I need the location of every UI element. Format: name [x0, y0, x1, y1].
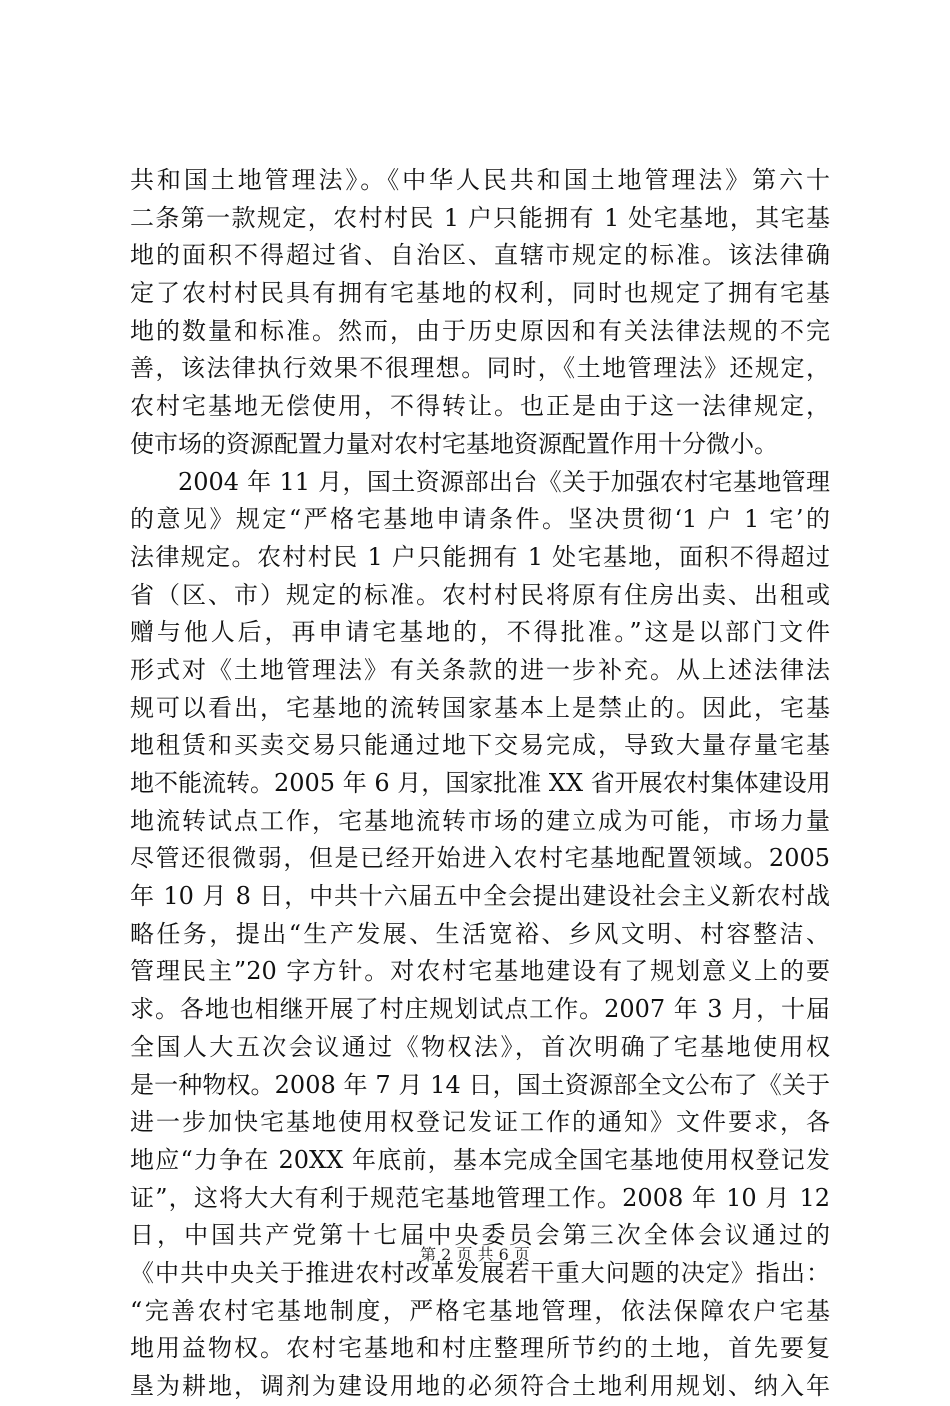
text-line: 《中共中央关于推进农村改革发展若干重大问题的决定》指出：: [130, 1258, 830, 1287]
text-line: 农村宅基地无偿使用，不得转让。也正是由于这一法律规定，: [130, 392, 830, 421]
text-line: 地的数量和标准。然而，由于历史原因和有关法律法规的不完: [130, 316, 830, 345]
text-line: 证”，这将大大有利于规范宅基地管理工作。2008 年 10 月 12: [130, 1183, 830, 1212]
text-line: 定了农村村民具有拥有宅基地的权利，同时也规定了拥有宅基: [130, 279, 830, 308]
text-line: 省（区、市）规定的标准。农村村民将原有住房出卖、出租或: [130, 580, 830, 609]
text-line: 赠与他人后，再申请宅基地的，不得批准。”这是以部门文件: [130, 618, 830, 647]
text-line: 地用益物权。农村宅基地和村庄整理所节约的土地，首先要复: [130, 1334, 830, 1363]
text-line: 共和国土地管理法》。《中华人民共和国土地管理法》第六十: [130, 166, 830, 194]
text-line: 形式对《土地管理法》有关条款的进一步补充。从上述法律法: [130, 655, 830, 684]
text-line: 年 10 月 8 日，中共十六届五中全会提出建设社会主义新农村战: [130, 882, 830, 911]
text-line: 地租赁和买卖交易只能通过地下交易完成，导致大量存量宅基: [130, 731, 830, 760]
text-line: 日，中国共产党第十七届中央委员会第三次全体会议通过的: [130, 1221, 830, 1250]
text-line: 是一种物权。2008 年 7 月 14 日，国土资源部全文公布了《关于: [130, 1070, 830, 1099]
text-line: 使市场的资源配置力量对农村宅基地资源配置作用十分微小。: [130, 429, 778, 458]
text-line: 善，该法律执行效果不很理想。同时，《土地管理法》还规定，: [130, 354, 830, 383]
text-line: 地的面积不得超过省、自治区、直辖市规定的标准。该法律确: [130, 241, 830, 270]
text-line: 规可以看出，宅基地的流转国家基本上是禁止的。因此，宅基: [130, 693, 830, 722]
document-body: [130, 162, 830, 1406]
text-line: 2004 年 11 月，国土资源部出台《关于加强农村宅基地管理: [178, 467, 830, 496]
text-line: 管理民主”20 字方针。对农村宅基地建设有了规划意义上的要: [130, 957, 830, 986]
text-line: 地应“力争在 20XX 年底前，基本完成全国宅基地使用权登记发: [130, 1145, 830, 1174]
text-line: 求。各地也相继开展了村庄规划试点工作。2007 年 3 月，十届: [130, 995, 830, 1024]
text-line: 尽管还很微弱，但是已经开始进入农村宅基地配置领域。2005: [130, 844, 830, 873]
text-line: 二条第一款规定，农村村民 1 户只能拥有 1 处宅基地，其宅基: [130, 203, 830, 232]
text-line: 垦为耕地，调剂为建设用地的必须符合土地利用规划、纳入年: [130, 1372, 830, 1400]
text-line: 进一步加快宅基地使用权登记发证工作的通知》文件要求，各: [130, 1108, 830, 1137]
text-line: 地流转试点工作，宅基地流转市场的建立成为可能，市场力量: [130, 806, 830, 835]
page-footer: 第 2 页 共 6 页: [420, 1245, 530, 1264]
text-line: 法律规定。农村村民 1 户只能拥有 1 处宅基地，面积不得超过: [130, 542, 830, 571]
paragraph: [130, 162, 830, 464]
text-line: 全国人大五次会议通过《物权法》，首次明确了宅基地使用权: [130, 1032, 830, 1061]
text-line: 略任务，提出“生产发展、生活宽裕、乡风文明、村容整洁、: [130, 919, 830, 948]
text-line: 的意见》规定“严格宅基地申请条件。坚决贯彻‘1 户 1 宅’的: [130, 505, 830, 534]
text-line: 地不能流转。2005 年 6 月，国家批准 XX 省开展农村集体建设用: [130, 769, 831, 797]
text-line: “完善农村宅基地制度，严格宅基地管理，依法保障农户宅基: [130, 1296, 830, 1325]
